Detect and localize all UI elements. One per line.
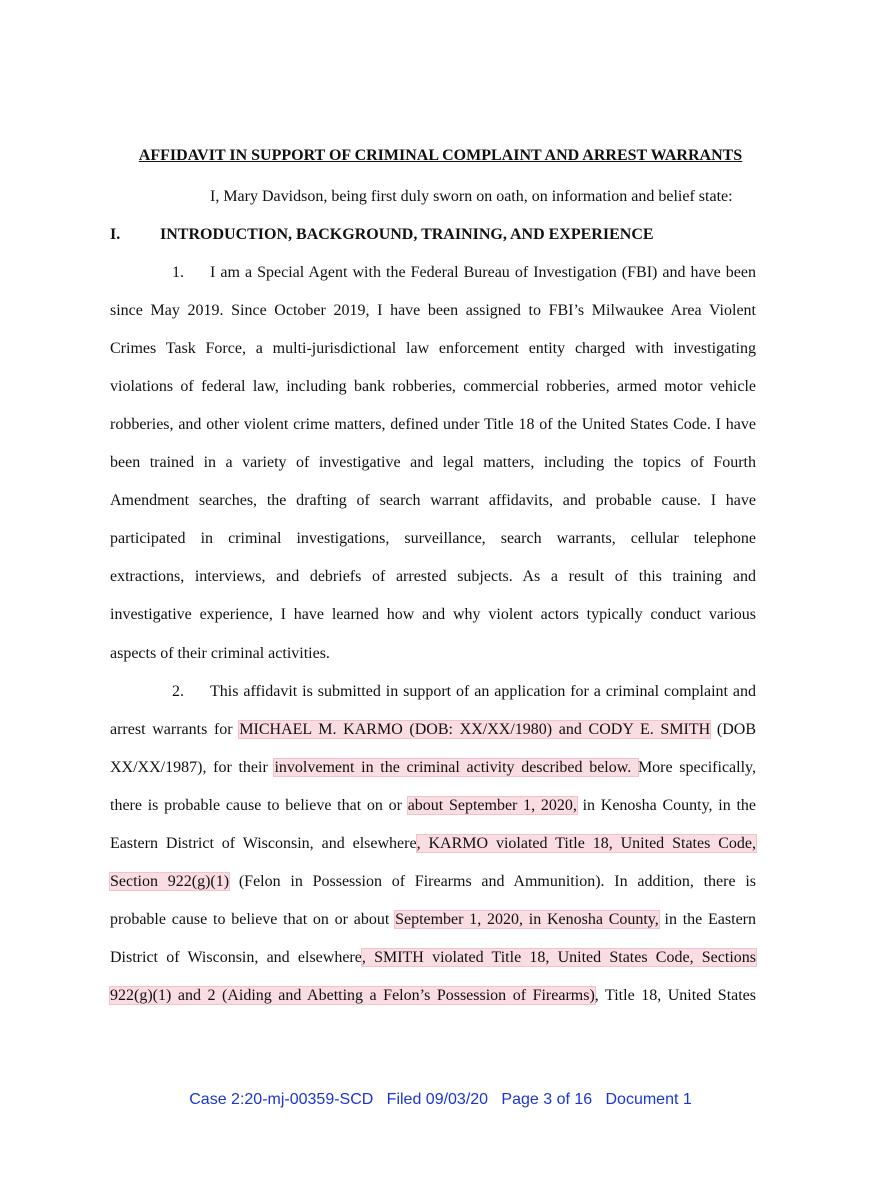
paragraph-line [110, 834, 756, 854]
paragraph-line [110, 720, 756, 740]
paragraph-line: participated in criminal investigations, surveillance, search warrants, cellular telephone [110, 530, 756, 547]
text-run: there is probable cause to believe that on or [110, 797, 408, 814]
highlighted-text: , KARMO violated Title 18, United States Code, [416, 835, 757, 852]
paragraph-number: 2. [172, 683, 184, 700]
highlighted-text: MICHAEL M. KARMO (DOB: XX/XX/1980) and CODY E. SMITH [239, 721, 711, 738]
paragraph-line: This affidavit is submitted in support of an application for a criminal complaint and [210, 683, 756, 700]
highlighted-text: involvement in the criminal activity described below. [274, 759, 638, 776]
paragraph-line [110, 758, 756, 778]
case-footer: Case 2:20-mj-00359-SCD Filed 09/03/20 Page 3 of 16 Document 1 [189, 1091, 692, 1108]
paragraph-line [110, 986, 756, 1006]
paragraph-line [110, 872, 756, 892]
text-run: More specifically, [637, 759, 757, 776]
section-number: I. [110, 226, 121, 243]
paragraph-line [110, 796, 756, 816]
highlighted-text: about September 1, 2020, [407, 797, 577, 814]
paragraph-line: Crimes Task Force, a multi-jurisdictional law enforcement entity charged with investigating [110, 340, 756, 357]
text-run: XX/XX/1987), for their [110, 759, 275, 776]
paragraph-line: Amendment searches, the drafting of search warrant affidavits, and probable cause. I have [110, 492, 756, 509]
text-run: (DOB [710, 721, 757, 738]
oath-statement: I, Mary Davidson, being first duly sworn on oath, on information and belief state: [210, 188, 733, 205]
text-run: in the Eastern [658, 911, 757, 928]
text-run: probable cause to believe that on or about [110, 911, 396, 928]
paragraph-line [110, 910, 756, 930]
text-run: in Kenosha County, in the [576, 797, 757, 814]
paragraph-line: been trained in a variety of investigative and legal matters, including the topics of Fourth [110, 454, 756, 471]
paragraph-line [110, 948, 756, 968]
paragraph-line: since May 2019. Since October 2019, I have been assigned to FBI’s Milwaukee Area Violent [110, 302, 756, 319]
highlighted-text: 922(g)(1) and 2 (Aiding and Abetting a Felon’s Possession of Firearms) [110, 987, 595, 1004]
paragraph-line: robberies, and other violent crime matters, defined under Title 18 of the United States Code. I have [110, 416, 756, 433]
text-run: , Title 18, United States [594, 987, 757, 1004]
highlighted-text: , SMITH violated Title 18, United States Code, Sections [361, 949, 757, 966]
paragraph-line: extractions, interviews, and debriefs of arrested subjects. As a result of this training and [110, 568, 756, 585]
paragraph-line: I am a Special Agent with the Federal Bureau of Investigation (FBI) and have been [210, 264, 756, 281]
text-run: (Felon in Possession of Firearms and Ammunition). In addition, there is [229, 873, 757, 890]
paragraph-line: aspects of their criminal activities. [110, 645, 330, 662]
document-title: AFFIDAVIT IN SUPPORT OF CRIMINAL COMPLAINT AND ARREST WARRANTS [138, 147, 743, 164]
section-heading: INTRODUCTION, BACKGROUND, TRAINING, AND EXPERIENCE [160, 226, 654, 243]
paragraph-line: violations of federal law, including bank robberies, commercial robberies, armed motor vehicle [110, 378, 756, 395]
paragraph-line: investigative experience, I have learned how and why violent actors typically conduct various [110, 606, 756, 623]
paragraph-number: 1. [172, 264, 184, 281]
text-run: Eastern District of Wisconsin, and elsewhere [110, 835, 417, 852]
highlighted-text: September 1, 2020, in Kenosha County, [395, 911, 659, 928]
highlighted-text: Section 922(g)(1) [110, 873, 230, 890]
text-run: arrest warrants for [110, 721, 240, 738]
text-run: District of Wisconsin, and elsewhere [110, 949, 362, 966]
